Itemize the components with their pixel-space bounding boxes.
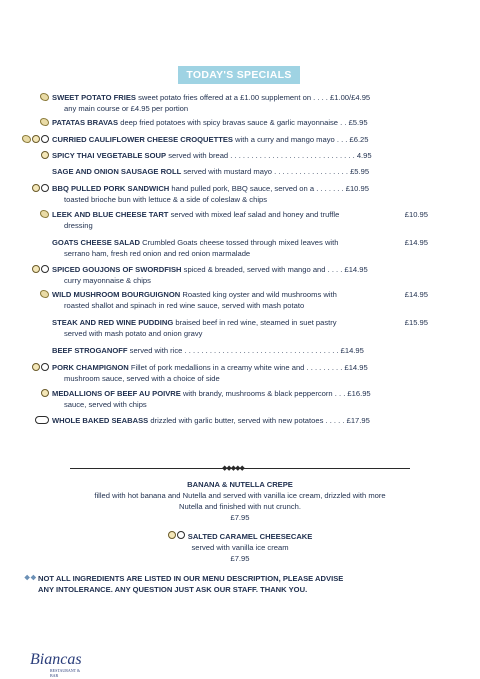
special-item — [0, 345, 480, 356]
special-price: £15.95 — [404, 318, 428, 327]
special-line — [52, 415, 370, 426]
notice-icon: ❖❖ — [24, 575, 37, 582]
section-divider — [70, 468, 410, 469]
special-name: BBQ PULLED PORK SANDWICH — [52, 184, 170, 193]
special-desc: braised beef in red wine, steamed in suet pastry — [175, 318, 337, 327]
gluten-free-icon — [168, 531, 176, 539]
special-desc: served with bread . . . . . . . . . . . . . . . . . . . . . . . . . . . . . . 4.95 — [168, 151, 372, 160]
special-desc-cont: mushroom sauce, served with a choice of side — [64, 374, 220, 383]
special-desc: drizzled with garlic butter, served with new potatoes . . . . . £17.95 — [150, 416, 370, 425]
special-desc-cont: any main course or £4.95 per portion — [64, 104, 189, 113]
special-name: PATATAS BRAVAS — [52, 118, 119, 127]
special-item — [0, 237, 480, 259]
special-line — [52, 289, 337, 300]
special-desc: deep fried potatoes with spicy bravas sauce & garlic mayonnaise . . £5.95 — [120, 118, 368, 127]
special-desc-cont: sauce, served with chips — [64, 400, 147, 409]
dietary-icons — [32, 184, 50, 193]
dessert-desc: filled with hot banana and Nutella and served with vanilla ice cream, drizzled with more — [94, 491, 386, 500]
dietary-icons — [40, 118, 50, 127]
special-desc-cont: dressing — [64, 221, 93, 230]
dessert-name — [0, 531, 480, 542]
special-line — [52, 264, 368, 275]
gluten-free-icon — [35, 416, 49, 424]
special-desc-cont: served with mash potato and onion gravy — [64, 329, 203, 338]
special-desc-cont: toasted brioche bun with lettuce & a side of coleslaw & chips — [64, 195, 268, 204]
dietary-icons — [32, 265, 50, 274]
special-desc: served with rice . . . . . . . . . . . . . . . . . . . . . . . . . . . . . . . . . . . . . £14.95 — [129, 346, 364, 355]
special-name: PORK CHAMPIGNON — [52, 363, 129, 372]
special-name: LEEK AND BLUE CHEESE TART — [52, 210, 169, 219]
special-desc: Crumbled Goats cheese tossed through mixed leaves with — [142, 238, 339, 247]
special-item — [0, 415, 480, 426]
special-desc: spiced & breaded, served with mango and . . . . £14.95 — [183, 265, 368, 274]
special-line — [52, 166, 369, 177]
logo-text: Biancas — [30, 651, 82, 668]
notice-line-2: ANY INTOLERANCE. ANY QUESTION JUST ASK OUR STAFF. THANK YOU. — [38, 585, 308, 594]
special-name: STEAK AND RED WINE PUDDING — [52, 318, 174, 327]
allergen-icon — [41, 265, 49, 273]
special-line — [52, 150, 372, 161]
gluten-free-icon — [32, 265, 40, 273]
special-name: GOATS CHEESE SALAD — [52, 238, 141, 247]
special-item — [0, 183, 480, 205]
special-desc: served with mixed leaf salad and honey and truffle — [170, 210, 340, 219]
biancas-logo — [30, 651, 82, 678]
dessert-name: BANANA & NUTELLA CREPE — [187, 480, 293, 489]
special-name: SWEET POTATO FRIES — [52, 93, 136, 102]
dietary-icons — [35, 416, 50, 425]
special-item — [0, 134, 480, 145]
allergen-notice — [24, 573, 438, 595]
dessert-item — [0, 479, 480, 523]
special-line — [52, 183, 369, 194]
special-name: WILD MUSHROOM BOURGUIGNON — [52, 290, 181, 299]
special-item — [0, 117, 480, 128]
special-item — [0, 317, 480, 339]
special-line — [52, 209, 339, 220]
special-desc: served with mustard mayo . . . . . . . . . . . . . . . . . . £5.95 — [183, 167, 370, 176]
special-line — [52, 345, 364, 356]
gluten-free-icon — [32, 184, 40, 192]
special-price: £14.95 — [404, 238, 428, 247]
todays-specials-banner: TODAY'S SPECIALS — [178, 66, 300, 84]
special-desc-cont: roasted shallot and spinach in red wine sauce, served with mash potato — [64, 301, 305, 310]
special-line — [52, 237, 338, 248]
gluten-free-icon — [32, 363, 40, 371]
notice-line-1: NOT ALL INGREDIENTS ARE LISTED IN OUR MENU DESCRIPTION, PLEASE ADVISE — [38, 574, 344, 583]
special-name: SAGE AND ONION SAUSAGE ROLL — [52, 167, 182, 176]
special-name: SPICED GOUJONS OF SWORDFISH — [52, 265, 182, 274]
dietary-icons — [40, 93, 50, 102]
special-name: WHOLE BAKED SEABASS — [52, 416, 149, 425]
special-line — [52, 362, 368, 373]
special-line — [52, 117, 368, 128]
dessert-item — [0, 531, 480, 564]
special-item — [0, 289, 480, 311]
special-line — [52, 388, 371, 399]
allergen-icon — [41, 184, 49, 192]
dietary-icons — [22, 135, 50, 144]
dessert-desc: Nutella and finished with nut crunch. — [179, 502, 301, 511]
vegetarian-icon — [40, 118, 49, 126]
dietary-icons — [168, 532, 186, 541]
special-item — [0, 362, 480, 384]
special-item — [0, 166, 480, 177]
allergen-icon — [177, 531, 185, 539]
special-name: MEDALLIONS OF BEEF AU POIVRE — [52, 389, 181, 398]
special-desc: with a curry and mango mayo . . . £6.25 — [235, 135, 369, 144]
dessert-price: £7.95 — [230, 513, 250, 522]
special-name: SPICY THAI VEGETABLE SOUP — [52, 151, 167, 160]
special-item — [0, 92, 480, 114]
special-desc: hand pulled pork, BBQ sauce, served on a . . . . . . . £10.95 — [171, 184, 369, 193]
special-line — [52, 317, 337, 328]
vegetarian-icon — [40, 210, 49, 218]
dessert-price: £7.95 — [230, 554, 250, 563]
special-line — [52, 134, 369, 145]
special-desc-cont: curry mayonnaise & chips — [64, 276, 151, 285]
dietary-icons — [40, 290, 50, 299]
logo-subtext: RESTAURANT & BAR — [50, 668, 81, 678]
special-item — [0, 264, 480, 286]
dietary-icons — [41, 151, 50, 160]
allergen-icon — [41, 135, 49, 143]
special-desc: with brandy, mushrooms & black peppercorn . . . £16.95 — [182, 389, 371, 398]
vegetarian-icon — [40, 93, 49, 101]
gluten-free-icon — [32, 135, 40, 143]
special-price: £14.95 — [404, 290, 428, 299]
dessert-name-text: SALTED CARAMEL CHEESECAKE — [187, 532, 313, 541]
allergen-icon — [41, 363, 49, 371]
gluten-free-icon — [41, 389, 49, 397]
special-desc-cont: serrano ham, fresh red onion and red onion marmalade — [64, 249, 251, 258]
special-item — [0, 388, 480, 410]
special-name: CURRIED CAULIFLOWER CHEESE CROQUETTES — [52, 135, 233, 144]
special-name: BEEF STROGANOFF — [52, 346, 128, 355]
vegetarian-icon — [40, 290, 49, 298]
dietary-icons — [41, 389, 50, 398]
special-line — [52, 92, 370, 103]
special-desc: Roasted king oyster and wild mushrooms with — [182, 290, 337, 299]
dietary-icons — [32, 363, 50, 372]
dessert-desc: served with vanilla ice cream — [191, 543, 289, 552]
special-price: £10.95 — [404, 210, 428, 219]
dietary-icons — [40, 210, 50, 219]
special-desc: Fillet of pork medallions in a creamy white wine and . . . . . . . . . £14.95 — [130, 363, 368, 372]
special-item — [0, 150, 480, 161]
vegetarian-icon — [22, 135, 31, 143]
special-desc: sweet potato fries offered at a £1.00 supplement on . . . . £1.00/£4.95 — [138, 93, 371, 102]
gluten-free-icon — [41, 151, 49, 159]
special-item — [0, 209, 480, 231]
